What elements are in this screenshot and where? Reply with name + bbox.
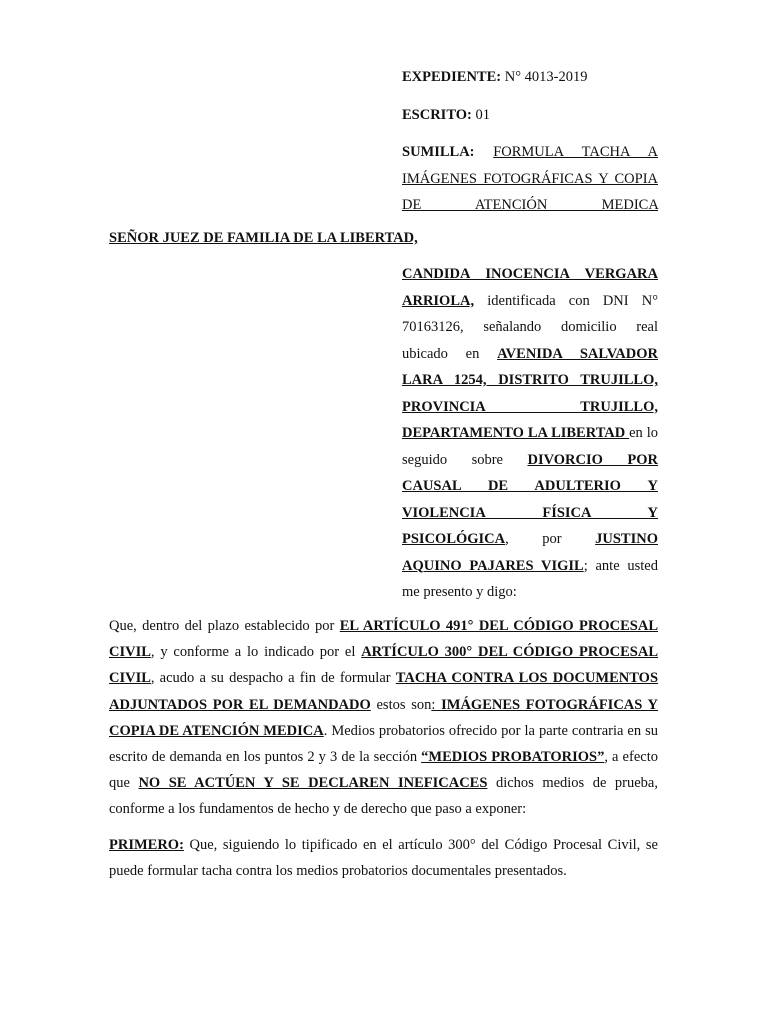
paragraph-petition	[109, 613, 658, 823]
party-id-text: identificada con DNI N° 70163126, señalando domicilio real ubicado en	[402, 292, 658, 362]
article-300-reference: ARTÍCULO 300° DEL CÓDIGO PROCESAL CIVIL	[109, 644, 658, 687]
sumilla-label: SUMILLA:	[402, 144, 475, 160]
party-case-intro: en lo seguido sobre	[402, 425, 658, 468]
case-subject: DIVORCIO POR CAUSAL DE ADULTERIO Y VIOLENCIA FÍSICA Y PSICOLÓGICA	[402, 451, 659, 547]
article-491-reference: EL ARTÍCULO 491° DEL CÓDIGO PROCESAL CIVIL	[109, 618, 658, 661]
primero-text: Que, siguiendo lo tipificado en el artículo 300° del Código Procesal Civil, se puede formular tacha contra los medios probatorios documentales presentados.	[109, 837, 658, 880]
para1-text-3: , acudo a su despacho a fin de formular	[150, 670, 396, 687]
case-header	[402, 64, 658, 256]
paragraph-primero	[109, 832, 658, 884]
escrito-number: 01	[475, 106, 490, 123]
para1-text-6: , a efecto que	[109, 749, 658, 792]
para1-text-2: , y conforme a lo indicado por el	[150, 644, 362, 661]
para1-text-7: dichos medios de prueba, conforme a los fundamentos de hecho y de derecho que paso a exponer:	[109, 775, 658, 818]
escrito-line	[402, 102, 658, 129]
sumilla-text: FORMULA TACHA A IMÁGENES FOTOGRÁFICAS Y COPIA DE ATENCIÓN MEDICA	[402, 144, 659, 213]
expediente-line	[402, 64, 658, 91]
expediente-label: EXPEDIENTE:	[402, 69, 502, 85]
expediente-number: N° 4013-2019	[504, 69, 588, 85]
para1-text-4: estos son	[370, 696, 432, 713]
party-address: AVENIDA SALVADOR LARA 1254, DISTRITO TRUJILLO, PROVINCIA TRUJILLO, DEPARTAMENTO LA LIBERTAD	[402, 345, 658, 441]
party-name: CANDIDA INOCENCIA VERGARA ARRIOLA,	[402, 266, 658, 309]
medios-probatorios-section: “MEDIOS PROBATORIOS”	[421, 749, 605, 766]
escrito-label: ESCRITO:	[402, 106, 472, 123]
tacha-statement: TACHA CONTRA LOS DOCUMENTOS ADJUNTADOS POR EL DEMANDADO	[109, 670, 659, 713]
party-closing-text: ; ante usted me presento y digo:	[402, 557, 658, 600]
party-by-text: , por	[505, 531, 596, 547]
sumilla-line	[402, 139, 658, 245]
addressee-line: SEÑOR JUEZ DE FAMILIA DE LA LIBERTAD,	[109, 230, 418, 246]
primero-label: PRIMERO:	[109, 837, 184, 853]
para1-colon: :	[431, 696, 442, 713]
challenged-documents: IMÁGENES FOTOGRÁFICAS Y COPIA DE ATENCIÓN MEDICA	[109, 696, 658, 739]
party-introduction	[402, 261, 658, 606]
para1-text-1: Que, dentro del plazo establecido por	[109, 618, 340, 634]
opponent-name: JUSTINO AQUINO PAJARES VIGIL	[402, 531, 658, 574]
ineficaces-request: NO SE ACTÚEN Y SE DECLAREN INEFICACES	[138, 775, 488, 792]
para1-text-5: . Medios probatorios ofrecido por la parte contraria en su escrito de demanda en los puntos 2 y 3 de la sección	[109, 722, 658, 766]
